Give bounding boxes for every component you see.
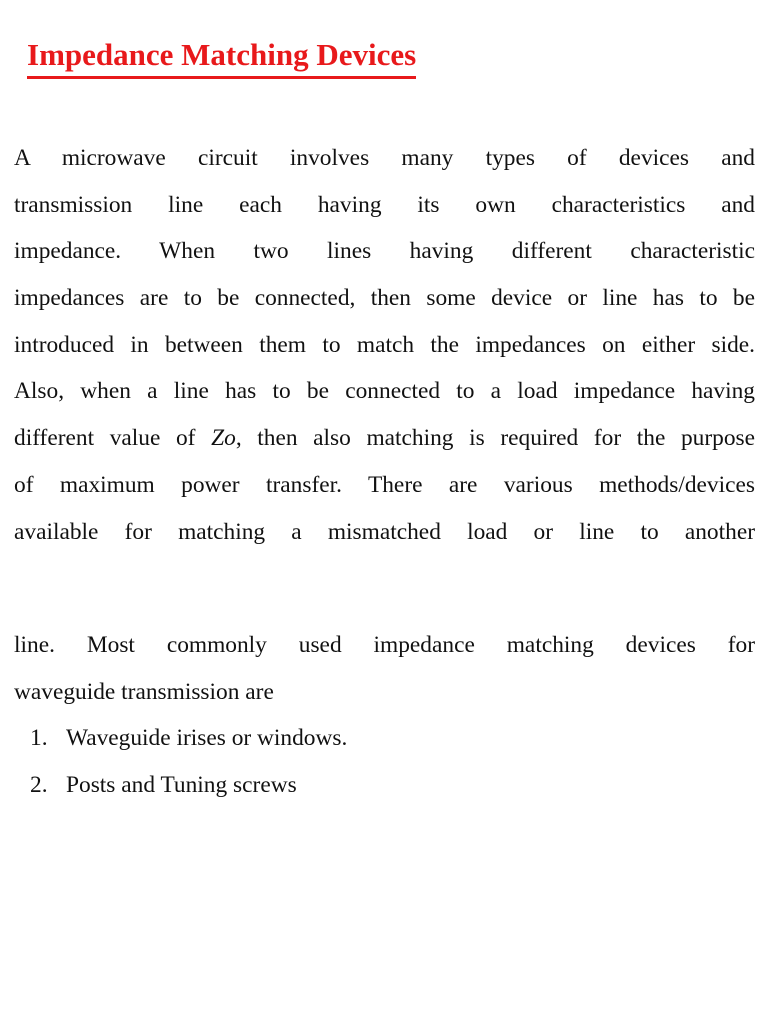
paragraph-line: introduced in between them to match the impedances on either side. xyxy=(14,331,755,358)
paragraph-line: impedances are to be connected, then some device or line has to be xyxy=(14,285,755,312)
list-number: 1. xyxy=(30,725,48,751)
body-paragraph-1 xyxy=(14,135,755,555)
body-paragraph-2 xyxy=(14,622,755,715)
paragraph-line: waveguide transmission are xyxy=(14,678,274,705)
paragraph-line-with-italic xyxy=(14,415,755,462)
title-wrapper xyxy=(27,36,416,79)
list-item-text: Waveguide irises or windows. xyxy=(66,725,348,751)
paragraph-line: transmission line each having its own characteristics and xyxy=(14,191,755,218)
line-segment: , then also matching is required for the purpose xyxy=(235,425,756,452)
list-item xyxy=(30,715,347,762)
paragraph-line: available for matching a mismatched load or line to another xyxy=(14,518,755,545)
paragraph-line: impedance. When two lines having different characteristic xyxy=(14,238,755,265)
paragraph-line: A microwave circuit involves many types of devices and xyxy=(14,145,755,171)
paragraph-line: Also, when a line has to be connected to a load impedance having xyxy=(14,378,755,405)
numbered-list xyxy=(30,715,347,808)
list-number: 2. xyxy=(30,771,48,798)
page-title: Impedance Matching Devices xyxy=(27,36,416,79)
list-item-text: Posts and Tuning screws xyxy=(66,771,297,798)
paragraph-line: of maximum power transfer. There are various methods/devices xyxy=(14,471,755,498)
list-item xyxy=(30,762,347,809)
line-segment: different value of xyxy=(14,425,212,452)
italic-term-zo: Zo xyxy=(211,425,236,452)
paragraph-line: line. Most commonly used impedance matching devices for xyxy=(14,632,755,658)
